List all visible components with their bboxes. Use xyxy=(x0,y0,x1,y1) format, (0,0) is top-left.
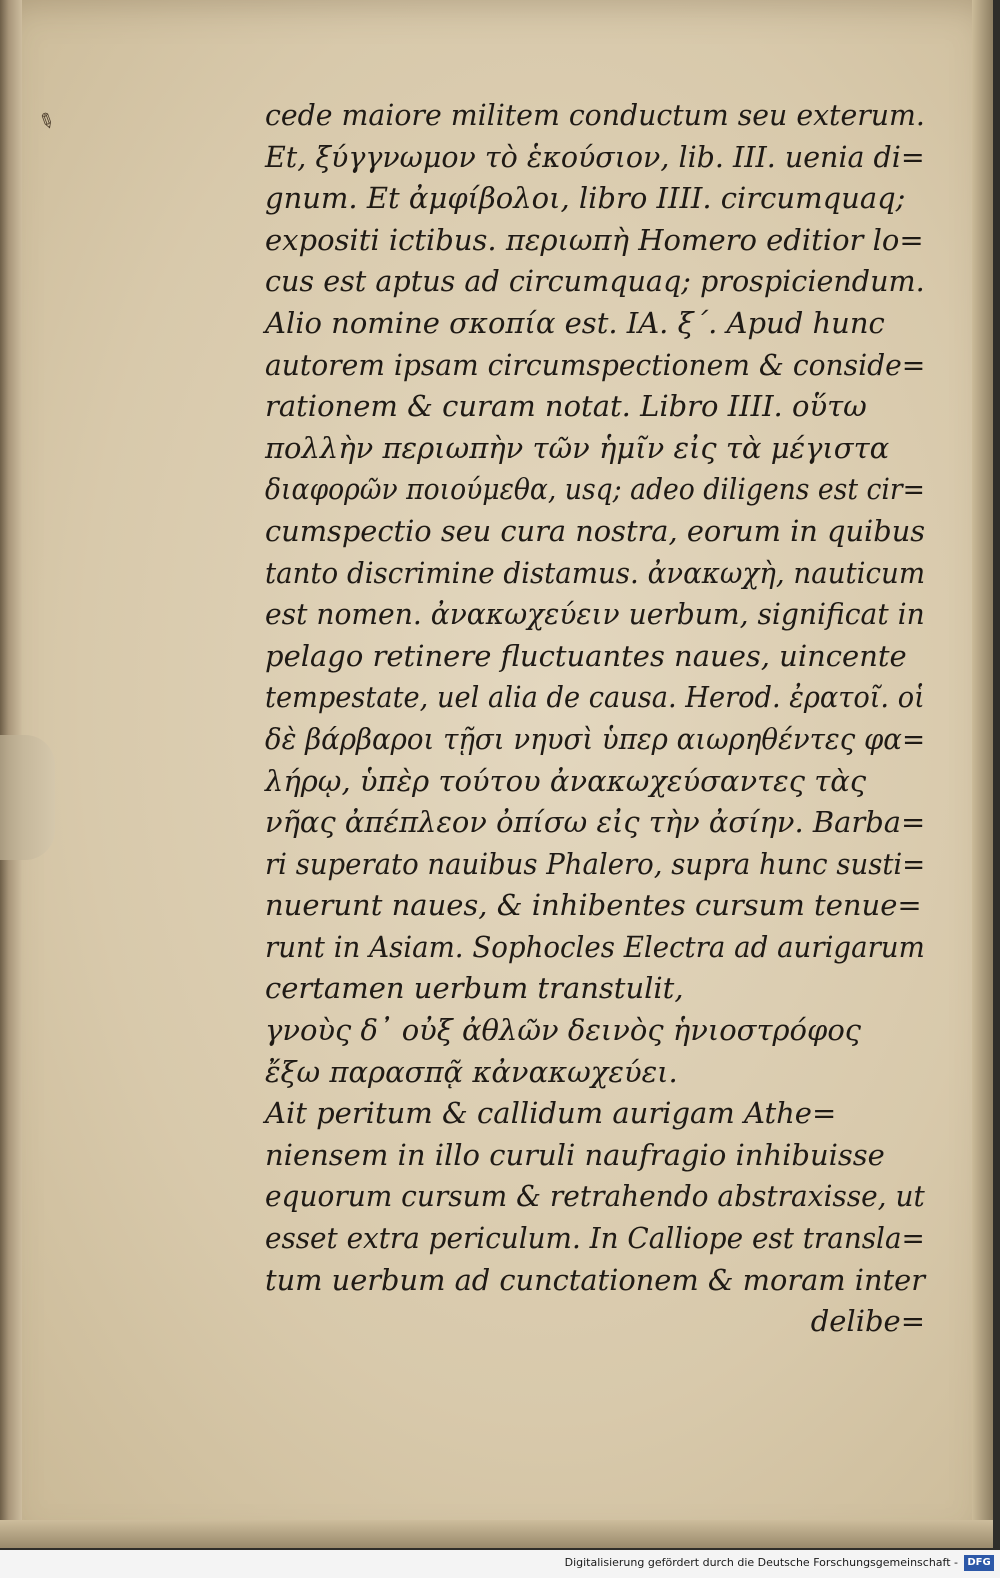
funding-credit: Digitalisierung gefördert durch die Deutsche Forschungsgemeinschaft - xyxy=(564,1556,958,1569)
text-line: δὲ βάρβαροι τῇσι νηυσὶ ὑπερ αιωρηθέντες φα= xyxy=(265,721,926,756)
binding-clip xyxy=(0,735,55,860)
text-line: pelago retinere fluctuantes naues, uincente xyxy=(265,638,907,673)
page-edge-bottom xyxy=(0,1520,993,1548)
text-line: νῆας ἀπέπλεον ὀπίσω εἰς τὴν ἀσίην. Barba= xyxy=(265,805,926,840)
text-line: ἔξω παρασπᾷ κἀνακωχεύει. xyxy=(265,1054,678,1089)
text-line: tanto discrimine distamus. ἀνακωχὴ, nauticum xyxy=(265,555,926,590)
text-line: autorem ipsam circumspectionem & conside= xyxy=(265,347,926,382)
text-line: niensem in illo curuli naufragio inhibuisse xyxy=(265,1137,885,1172)
text-line: πολλὴν περιωπὴν τῶν ἡμῖν εἰς τὰ μέγιστα xyxy=(265,430,890,465)
text-line: certamen uerbum transtulit, xyxy=(265,971,684,1006)
text-line: Alio nomine σκοπία est. IA. ξ΄. Apud hunc xyxy=(265,305,885,340)
text-line: tempestate, uel alia de causa. Herod. ἐρατοῖ. οἱ xyxy=(265,680,925,715)
text-line: διαφορῶν ποιούμεθα, usq; adeo diligens est cir= xyxy=(265,472,925,507)
text-line: ri superato nauibus Phalero, supra hunc susti= xyxy=(265,846,926,881)
dfg-logo-icon: DFG xyxy=(964,1555,994,1571)
text-line: nuerunt naues, & inhibentes cursum tenue= xyxy=(265,888,922,923)
ink-mark-icon: ✎ xyxy=(33,106,60,136)
page-edge-right xyxy=(972,0,993,1548)
text-line: rationem & curam notat. Libro IIII. οὕτω xyxy=(265,389,867,424)
text-line: tum uerbum ad cunctationem & moram inter xyxy=(265,1262,926,1297)
footer-bar xyxy=(0,1550,1000,1578)
text-line: equorum cursum & retrahendo abstraxisse, ut xyxy=(265,1179,925,1214)
text-line: expositi ictibus. περιωπὴ Homero editior lo= xyxy=(265,222,924,257)
text-line: Ait peritum & callidum aurigam Athe= xyxy=(265,1096,837,1131)
text-line: cede maiore militem conductum seu exterum. xyxy=(265,98,925,132)
text-line: λήρῳ, ὑπὲρ τούτου ἀνακωχεύσαντες τὰς xyxy=(265,763,867,798)
catchword: delibe= xyxy=(810,1304,925,1339)
text-line: cus est aptus ad circumquaq; prospiciendum. xyxy=(265,264,925,299)
text-line: gnum. Et ἀμφίβολοι, libro IIII. circumquaq; xyxy=(265,181,906,216)
text-line: Et, ξύγγνωμον τὸ ἑκούσιον, lib. III. uenia di= xyxy=(265,139,925,174)
text-line: γνοὺς δ᾽ οὐξ ἀθλῶν δεινὸς ἡνιοστρόφος xyxy=(265,1013,862,1048)
text-line: est nomen. ἀνακωχεύειν uerbum, significat in xyxy=(265,597,925,632)
text-line: runt in Asiam. Sophocles Electra ad aurigarum xyxy=(265,929,925,964)
page-text xyxy=(265,95,925,1343)
text-line: esset extra periculum. In Calliope est transla= xyxy=(265,1221,925,1256)
text-line: cumspectio seu cura nostra, eorum in quibus xyxy=(265,513,926,548)
